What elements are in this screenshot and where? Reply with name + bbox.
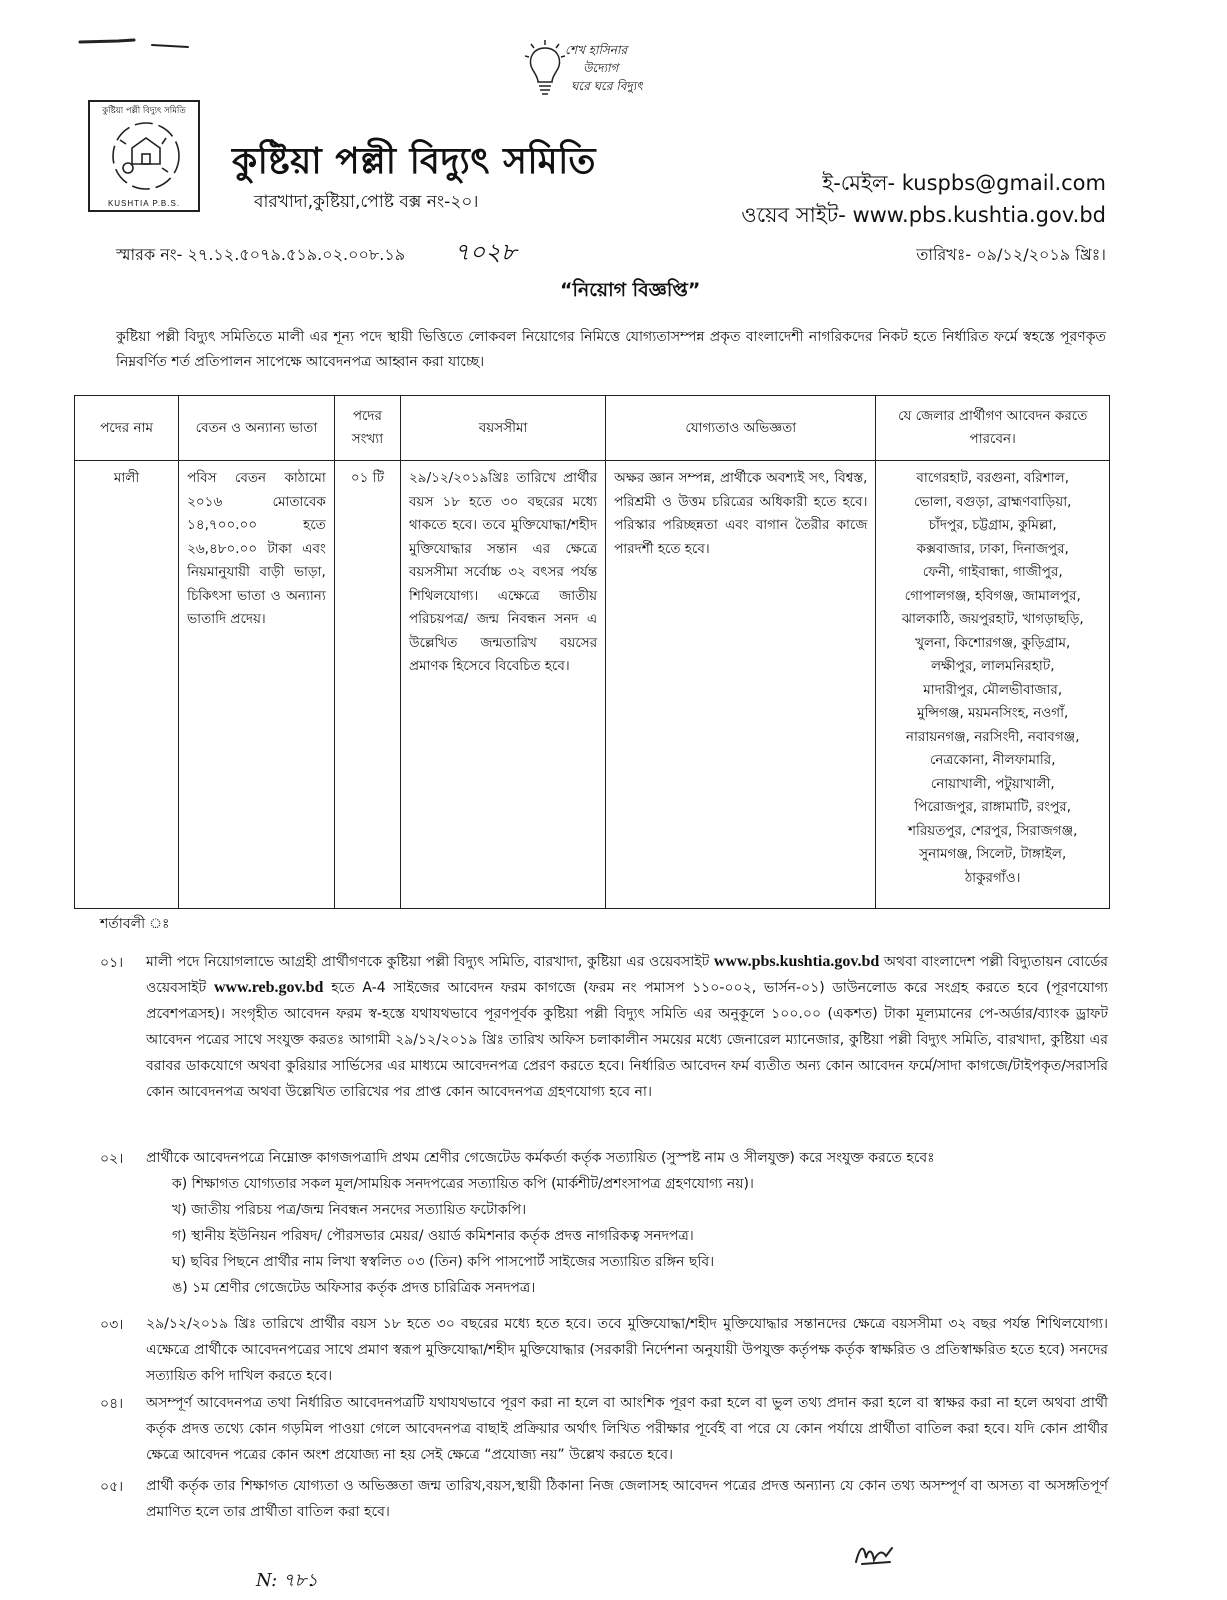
- district-line: শরিয়তপুর, শেরপুর, সিরাজগঞ্জ,: [907, 822, 1078, 839]
- district-line: ঝালকাঠি, জয়পুরহাট, খাগড়াছড়ি,: [901, 611, 1084, 627]
- document-list-item: গ) স্থানীয় ইউনিয়ন পরিষদ/ পৌরসভার মেয়র/ ওয়ার্ড কমিশনার কর্তৃক প্রদত্ত নাগরিকত্ব সনদপত্র।: [172, 1228, 694, 1244]
- cell-age: ২৯/১২/২০১৯খ্রিঃ তারিখে প্রার্থীর বয়স ১৮ হতে ৩০ বছরের মধ্যে থাকতে হবে। তবে মুক্তিযোদ্ধা/শহীদ মুক্তিযোদ্ধার সন্তান এর ক্ষেত্রে বয়সসীমা সর্বোচ্চ ৩২ বৎসর পর্যন্ত শিথিলযোগ্য। এক্ষেত্রে জাতীয় পরিচয়পত্র/ জন্ম নিবন্ধন সনদ এ উল্লেখিত জন্মতারিখ বয়সের প্রমাণক হিসেবে বিবেচিত হবে।: [401, 461, 606, 909]
- header-post: পদের নাম: [75, 396, 179, 461]
- condition-1-part: মালী পদে নিয়োগলাভে আগ্রহী প্রার্থীগণকে কুষ্টিয়া পল্লী বিদ্যুৎ সমিতি, বারখাদা, কুষ্টিয়া এর ওয়েবসাইট: [146, 954, 714, 970]
- district-line: ফেনী, গাইবান্ধা, গাজীপুর,: [922, 564, 1063, 580]
- header-count: পদের সংখ্যা: [334, 396, 400, 461]
- house-gear-emblem-icon: [108, 118, 184, 194]
- condition-3-text: ২৯/১২/২০১৯ খ্রিঃ তারিখে প্রার্থীর বয়স ১৮ হতে ৩০ বছরের মধ্যে হতে হবে। তবে মুক্তিযোদ্ধা/শহীদ মুক্তিযোদ্ধার সন্তানদের ক্ষেত্রে বয়সসীমা ৩২ বছর পর্যন্ত শিথিলযোগ্য। এক্ষেত্রে প্রার্থীকে আবেদনপত্রের সাথে প্রমাণ স্বরূপ মুক্তিযোদ্ধা/শহীদ মুক্তিযোদ্ধার (সরকারী নির্দেশনা অনুযায়ী উপযুক্ত কর্তৃপক্ষ কর্তৃক স্বাক্ষরিত ও প্রতিস্বাক্ষরিত হতে হবে) সনদের সত্যায়িত কপি দাখিল করতে হবে।: [146, 1316, 1108, 1384]
- notice-title: “নিয়োগ বিজ্ঞপ্তি”: [560, 279, 701, 301]
- handwritten-footer-note: N: ৭৮১: [256, 1570, 318, 1591]
- district-line: সুনামগঞ্জ, সিলেট, টাঙ্গাইল,: [919, 846, 1067, 862]
- document-list-item: খ) জাতীয় পরিচয় পত্র/জন্ম নিবন্ধন সনদের সত্যায়িত ফটোকপি।: [172, 1202, 527, 1218]
- memo-reference-handwritten: ৭০২৮: [454, 238, 517, 266]
- header-age: বয়সসীমা: [401, 396, 606, 461]
- slogan-emblem: [525, 38, 675, 102]
- slogan-line-1: শেখ হাসিনার: [565, 43, 628, 57]
- condition-number: ০৩।: [100, 1317, 124, 1333]
- intro-paragraph: কুষ্টিয়া পল্লী বিদ্যুৎ সমিতিতে মালী এর শূন্য পদে স্থায়ী ভিত্তিতে লোকবল নিয়োগের নিমিত্তে যোগ্যতাসম্পন্ন প্রকৃত বাংলাদেশী নাগরিকদের নিকট হতে নির্ধারিত ফর্মে স্বহস্তে পূরণকৃত নিম্নবর্ণিত শর্ত প্রতিপালন সাপেক্ষে আবেদনপত্র আহ্বান করা যাচ্ছে।: [116, 329, 1106, 370]
- table-row: [75, 461, 1110, 909]
- cell-post: মালী: [75, 461, 179, 909]
- district-line: মাদারীপুর, মৌলভীবাজার,: [923, 681, 1063, 698]
- document-list-item: ঘ) ছবির পিছনে প্রার্থীর নাম লিখা স্বস্বলিত ০৩ (তিন) কপি পাসপোর্ট সাইজের সত্যায়িত রঙ্গিন ছবি।: [172, 1254, 715, 1270]
- slogan-line-2: উদ্যোগ: [583, 61, 619, 75]
- slogan-line-3: ঘরে ঘরে বিদ্যুৎ: [571, 79, 643, 93]
- condition-number: ০৫।: [100, 1479, 124, 1495]
- light-bulb-icon: [525, 38, 565, 100]
- contact-email[interactable]: ই-মেইল- kuspbs@gmail.com: [822, 171, 1106, 195]
- condition-number: ০৪।: [100, 1396, 124, 1412]
- logo-bottom-text: KUSHTIA P.B.S.: [107, 199, 181, 208]
- header-qualification: যোগ্যতাও অভিজ্ঞতা: [606, 396, 876, 461]
- memo-date: তারিখঃ- ০৯/১২/২০১৯ খ্রিঃ।: [916, 245, 1106, 264]
- table-header-row: [75, 396, 1110, 461]
- condition-2-text: প্রার্থীকে আবেদনপত্রে নিম্নোক্ত কাগজপত্রাদি প্রথম শ্রেণীর গেজেটেড কর্মকর্তা কর্তৃক সত্যায়িত (সুস্পষ্ট নাম ও সীলযুক্ত) করে সংযুক্ত করতে হবেঃ: [146, 1150, 935, 1166]
- cell-salary: পবিস বেতন কাঠামো ২০১৬ মোতাবেক ১৪,৭০০.০০ হতে ২৬,৪৮০.০০ টাকা এবং নিয়মানুযায়ী বাড়ী ভাড়া, চিকিৎসা ভাতা ও অন্যান্য ভাতাদি প্রদেয়।: [179, 461, 335, 909]
- condition-number: ০২।: [100, 1151, 124, 1167]
- memo-reference: স্মারক নং- ২৭.১২.৫০৭৯.৫১৯.০২.০০৮.১৯: [116, 245, 406, 264]
- district-line: লক্ষীপুর, লালমনিরহাট,: [930, 658, 1055, 674]
- district-line: কক্সবাজার, ঢাকা, দিনাজপুর,: [916, 540, 1069, 557]
- district-line: চাঁদপুর, চট্টগ্রাম, কুমিল্লা,: [928, 517, 1057, 533]
- signature-mark: [852, 1540, 896, 1568]
- cell-count: ০১ টি: [334, 461, 400, 909]
- condition-1-part: হতে A-4 সাইজের আবেদন ফরম কাগজে (ফরম নং পমাসপ ১১০-০০২, ভার্সন-০১) ডাউনলোড করে সংগ্রহ করতে হবে (পূরণযোগ্য প্রবেশপত্রসহ)। সংগৃহীত আবেদন ফরম স্ব-হস্তে যথাযথভাবে পূরণপূর্বক কুষ্টিয়া পল্লী বিদ্যুৎ সমিতি এর অনুকূলে ১০০.০০ (একশত) টাকা মূল্যমানের পে-অর্ডার/ব্যাংক ড্রাফট আবেদন পত্রের সাথে সংযুক্ত করতঃ আগামী ২৯/১২/২০১৯ খ্রিঃ তারিখ অফিস চলাকালীন সময়ের মধ্যে জেনারেল ম্যানেজার, কুষ্টিয়া পল্লী বিদ্যুৎ সমিতি, বারখাদা, কুষ্টিয়া এর বরাবর ডাকযোগে অথবা কুরিয়ার সার্ভিসের এর মাধ্যমে আবেদনপত্র প্রেরণ করতে হবে। নির্ধারিত আবেদন ফর্ম ব্যতীত অন্য কোন আবেদন ফর্মে/সাদা কাগজে/টাইপকৃত/সরাসরি কোন আবেদনপত্র অথবা উল্লেখিত তারিখের পর প্রাপ্ত কোন আবেদনপত্র গ্রহণযোগ্য হবে না।: [146, 980, 1108, 1100]
- document-list-item: ঙ) ১ম শ্রেণীর গেজেটেড অফিসার কর্তৃক প্রদত্ত চারিত্রিক সনদপত্র।: [172, 1280, 536, 1296]
- condition-1-text: [146, 949, 1108, 1105]
- header-districts: যে জেলার প্রার্থীগণ আবেদন করতে পারবেন।: [876, 396, 1110, 461]
- district-line: নারায়নগঞ্জ, নরসিংদী, নবাবগঞ্জ,: [905, 728, 1080, 745]
- pen-stroke-mark: [78, 36, 190, 50]
- cell-qualification: অক্ষর জ্ঞান সম্পন্ন, প্রার্থীকে অবশ্যই সৎ, বিশ্বস্ত, পরিশ্রমী ও উত্তম চরিত্রের অধিকারী হতে হবে। পরিস্কার পরিচ্ছন্নতা এবং বাগান তৈরীর কাজে পারদর্শী হতে হবে।: [606, 461, 876, 909]
- district-line: ভোলা, বগুড়া, ব্রাহ্মণবাড়িয়া,: [914, 493, 1072, 510]
- district-line: গোপালগঞ্জ, হবিগঞ্জ, জামালপুর,: [904, 587, 1081, 604]
- condition-5-text: প্রার্থী কর্তৃক তার শিক্ষাগত যোগ্যতা ও অভিজ্ঞতা জন্ম তারিখ,বয়স,স্থায়ী ঠিকানা নিজ জেলাসহ আবেদন পত্রের প্রদত্ত অন্যান্য যে কোন তথ্য অসম্পূর্ণ বা অসত্য বা অসঙ্গতিপূর্ণ প্রমাণিত হলে তার প্রার্থীতা বাতিল করা হবে।: [146, 1478, 1108, 1520]
- kushtia-pbs-link[interactable]: www.pbs.kushtia.gov.bd: [713, 953, 880, 970]
- district-line: নোয়াখালী, পটুয়াখালী,: [930, 775, 1055, 792]
- district-line: পিরোজপুর, রাঙ্গামাটি, রংপুর,: [914, 799, 1072, 815]
- district-line: মুন্সিগঞ্জ, ময়মনসিংহ, নওগাঁ,: [917, 705, 1069, 721]
- organization-name: কুষ্টিয়া পল্লী বিদ্যুৎ সমিতি: [232, 141, 596, 182]
- reb-link[interactable]: www.reb.gov.bd: [213, 979, 324, 996]
- pbs-logo: [88, 100, 200, 212]
- district-line: খুলনা, কিশোরগঞ্জ, কুড়িগ্রাম,: [915, 634, 1071, 651]
- district-line: ঠাকুরগাঁও।: [964, 869, 1021, 886]
- logo-top-text: কুষ্টিয়া পল্লী বিদ্যুৎ সমিতি: [102, 106, 186, 116]
- condition-1-part: অথবা বাংলাদেশ পল্লী বিদ্যুতায়ন বোর্ডের ওয়েবসাইট: [146, 954, 1108, 996]
- job-table: [74, 395, 1110, 909]
- condition-4-text: অসম্পূর্ণ আবেদনপত্র তথা নির্ধারিত আবেদনপত্রটি যথাযথভাবে পূরণ করা না হলে বা আংশিক পূরণ করা হলে বা ভুল তথ্য প্রদান করা হলে বা স্বাক্ষর করা না হলে অথবা প্রার্থী কর্তৃক প্রদত্ত তথ্যে কোন গড়মিল পাওয়া গেলে আবেদনপত্র বাছাই প্রক্রিয়ার অর্থাৎ লিখিত পরীক্ষার পূর্বেই বা পরে যে কোন পর্যায়ে প্রার্থীতা বাতিল করা হবে। যদি কোন প্রার্থীর ক্ষেত্রে আবেদন পত্রের কোন অংশ প্রযোজ্য না হয় সেই ক্ষেত্রে “প্রযোজ্য নয়” উল্লেখ করতে হবে।: [146, 1395, 1108, 1463]
- condition-number: ০১।: [100, 955, 124, 971]
- district-line: নেত্রকোনা, নীলফামারি,: [929, 752, 1056, 768]
- conditions-heading: শর্তাবলী ঃ: [100, 916, 170, 932]
- header-salary: বেতন ও অন্যান্য ভাতা: [179, 396, 335, 461]
- contact-website[interactable]: ওয়েব সাইট- www.pbs.kushtia.gov.bd: [741, 203, 1106, 227]
- cell-districts: [876, 461, 1110, 909]
- document-list-item: ক) শিক্ষাগত যোগ্যতার সকল মূল/সাময়িক সনদপত্রের সত্যায়িত কপি (মার্কশীট/প্রশংসাপত্র গ্রহণযোগ্য নয়)।: [172, 1176, 754, 1192]
- district-line: বাগেরহাট, বরগুনা, বরিশাল,: [916, 470, 1070, 486]
- organization-address: বারখাদা,কুষ্টিয়া,পোষ্ট বক্স নং-২০।: [254, 192, 479, 212]
